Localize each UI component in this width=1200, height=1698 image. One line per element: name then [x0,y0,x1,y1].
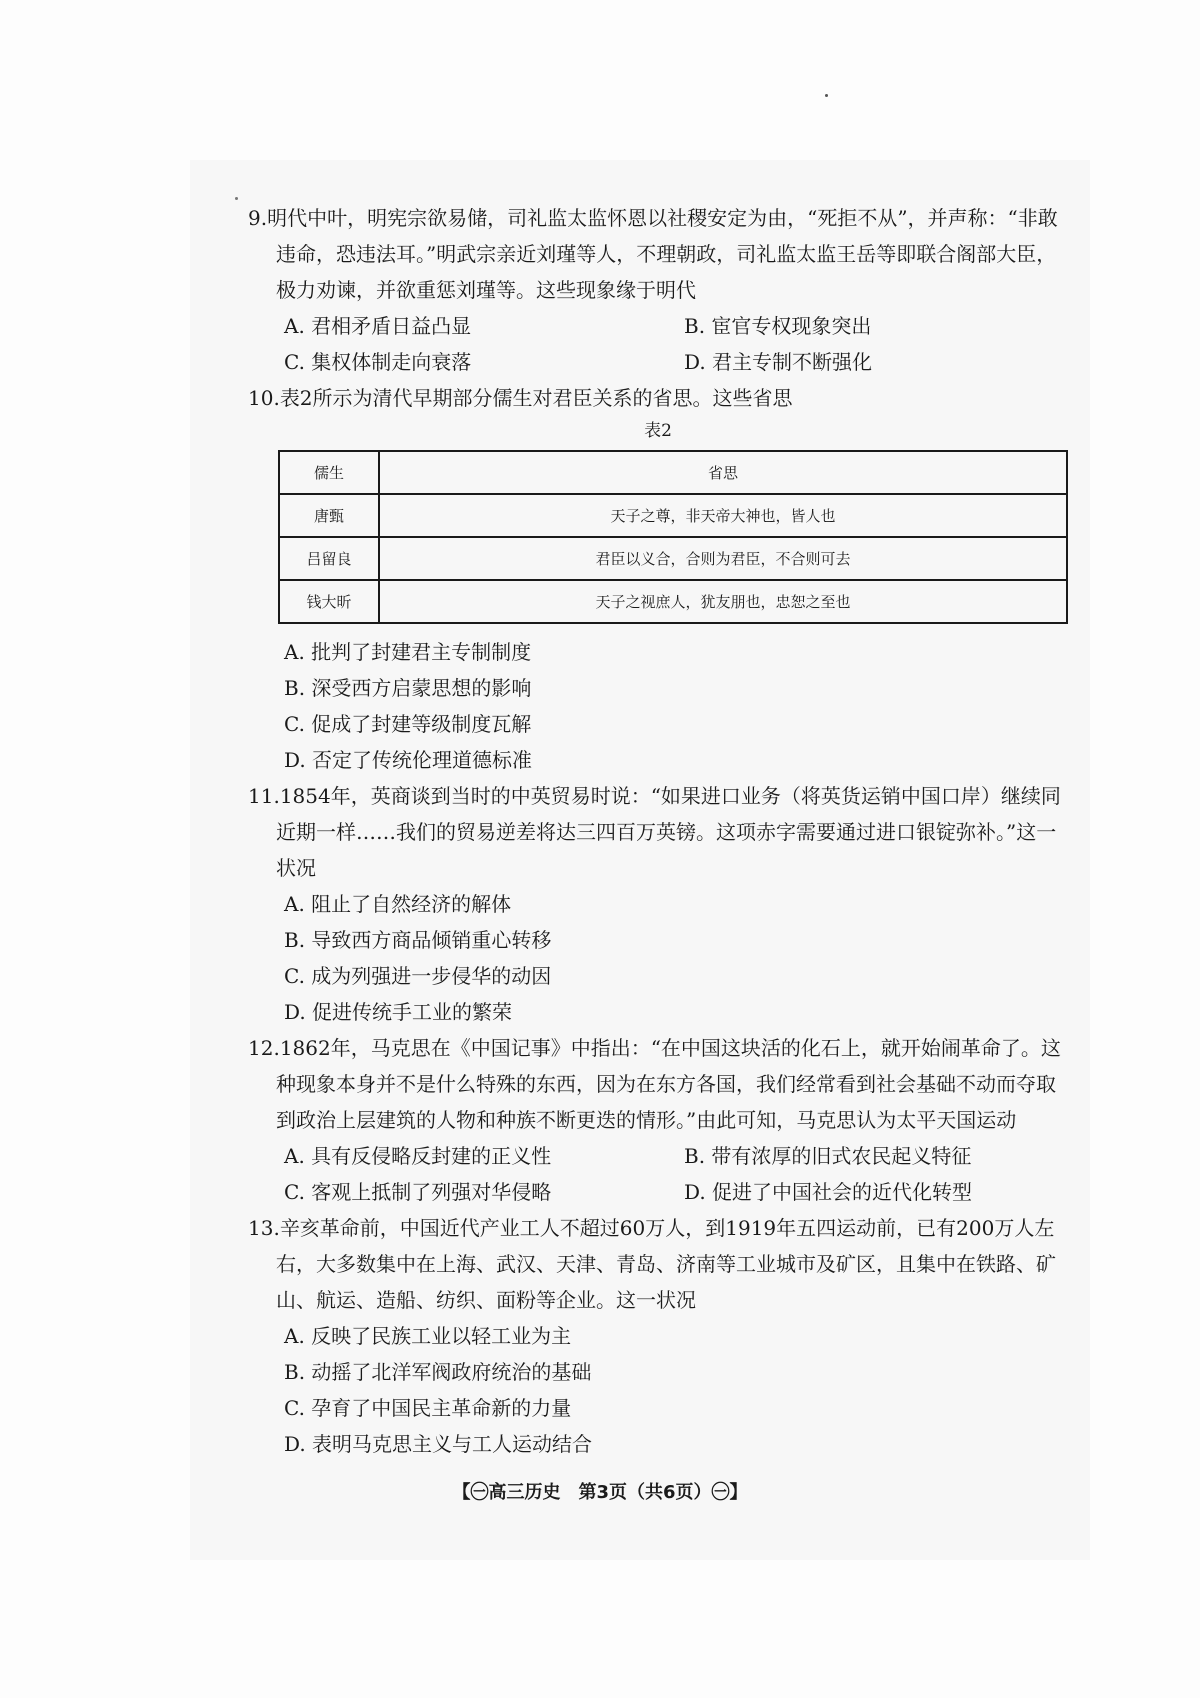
option-d: D. 表明马克思主义与工人运动结合 [284,1432,593,1456]
option-d: D. 促进了中国社会的近代化转型 [684,1180,973,1204]
option-a: A. 反映了民族工业以轻工业为主 [284,1324,572,1348]
option-c: C. 成为列强进一步侵华的动因 [284,964,552,988]
question-stem [248,778,1068,886]
table-header-cell: 省思 [379,451,1067,494]
option-b: B. 宦官专权现象突出 [684,314,872,338]
table-cell: 吕留良 [279,537,379,580]
option-a: A. 具有反侵略反封建的正义性 [284,1144,552,1168]
question-stem [248,1030,1068,1138]
option-a: A. 批判了封建君主专制制度 [284,640,532,664]
question-content [248,200,1068,1462]
options [284,308,1068,380]
option-d: D. 促进传统手工业的繁荣 [284,1000,513,1024]
option-b: B. 导致西方商品倾销重心转移 [284,928,552,952]
option-a: A. 君相矛盾日益凸显 [284,314,472,338]
question-10 [248,380,1068,778]
option-c: C. 促成了封建等级制度瓦解 [284,712,532,736]
table-cell: 钱大昕 [279,580,379,623]
question-11 [248,778,1068,1030]
table-title: 表2 [644,421,672,441]
table-row [279,537,1067,580]
question-text: 1862年，马克思在《中国记事》中指出：“在中国这块活的化石上，就开始闹革命了。这种现象本身并不是什么特殊的东西，因为在东方各国，我们经常看到社会基础不动而夺取到政治上层建筑的人物和种族不断更迭的情形。”由此可知，马克思认为太平天国运动 [276,1036,1061,1132]
question-text: 1854年，英商谈到当时的中英贸易时说：“如果进口业务（将英货运销中国口岸）继续同近期一样……我们的贸易逆差将达三四百万英镑。这项赤字需要通过进口银锭弥补。”这一状况 [276,784,1061,880]
table-header-row [279,451,1067,494]
option-b: B. 带有浓厚的旧式农民起义特征 [684,1144,972,1168]
question-stem [248,1210,1068,1318]
scan-speck [825,94,828,97]
question-number: 12. [248,1036,280,1060]
table-cell: 天子之尊，非天帝大神也，皆人也 [379,494,1067,537]
question-text: 明代中叶，明宪宗欲易储，司礼监太监怀恩以社稷安定为由，“死拒不从”，并声称：“非敢违命，恐违法耳。”明武宗亲近刘瑾等人，不理朝政，司礼监太监王岳等即联合阁部大臣，极力劝谏，并欲重惩刘瑾等。这些现象缘于明代 [267,206,1058,302]
question-number: 10. [248,386,280,410]
option-d: D. 否定了传统伦理道德标准 [284,748,533,772]
table-row [279,494,1067,537]
option-c: C. 孕育了中国民主革命新的力量 [284,1396,572,1420]
table-cell: 唐甄 [279,494,379,537]
question-number: 11. [248,784,280,808]
question-number: 9. [248,206,268,230]
options [284,634,1068,778]
question-number: 13. [248,1216,280,1240]
question-text: 表2所示为清代早期部分儒生对君臣关系的省思。这些省思 [279,386,793,410]
scholar-table [278,450,1068,624]
table-cell: 君臣以义合，合则为君臣，不合则可去 [379,537,1067,580]
option-b: B. 深受西方启蒙思想的影响 [284,676,532,700]
table-row [279,580,1067,623]
option-c: C. 集权体制走向衰落 [284,350,472,374]
options [284,1138,1068,1210]
options [284,886,1068,1030]
question-text: 辛亥革命前，中国近代产业工人不超过60万人，到1919年五四运动前，已有200万人左右，大多数集中在上海、武汉、天津、青岛、济南等工业城市及矿区，且集中在铁路、矿山、航运、造船、纺织、面粉等企业。这一状况 [276,1216,1056,1312]
question-12 [248,1030,1068,1210]
option-b: B. 动摇了北洋军阀政府统治的基础 [284,1360,592,1384]
question-9 [248,200,1068,380]
option-a: A. 阻止了自然经济的解体 [284,892,512,916]
table-cell: 天子之视庶人，犹友朋也，忠恕之至也 [379,580,1067,623]
question-stem [248,380,1068,416]
option-c: C. 客观上抵制了列强对华侵略 [284,1180,552,1204]
question-13 [248,1210,1068,1462]
scan-speck [235,197,238,200]
options [284,1318,1068,1462]
option-d: D. 君主专制不断强化 [684,350,873,374]
question-stem [248,200,1068,308]
table-header-cell: 儒生 [279,451,379,494]
page-footer: 【㊀高三历史 第3页（共6页）㊀】 [452,1482,748,1503]
